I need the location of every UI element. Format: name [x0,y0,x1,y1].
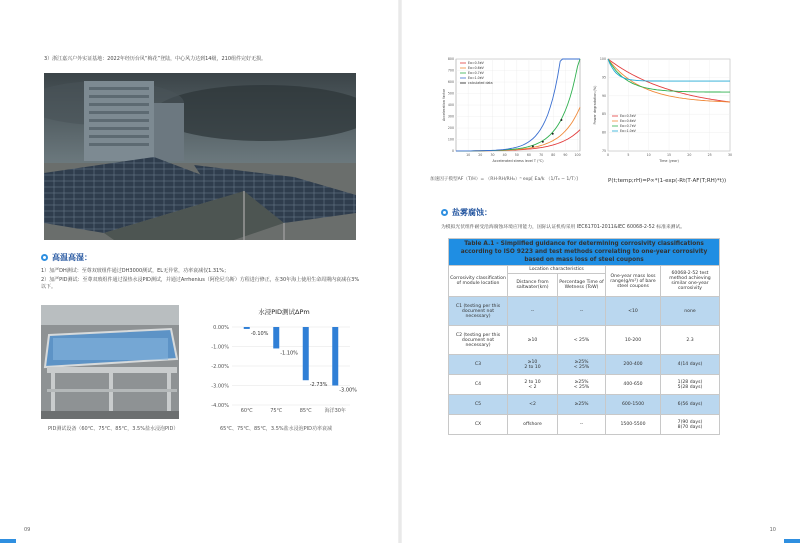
salt-spray-heading: 盐雾腐蚀： [441,207,492,218]
table-cell: 2.3 [661,326,720,355]
page-number-left: 09 [24,527,31,533]
table-body [449,297,720,435]
y-tick-label: -1.00% [211,344,229,351]
y-axis-label: Power degradation (%) [593,85,597,125]
bar [332,327,338,386]
pid-test-equipment-photo [41,305,179,419]
legend-label: Ea=0.6eV [620,119,636,123]
y-tick-label: -4.00% [211,403,229,409]
legend-label: Ea=1.0eV [620,129,636,133]
table-cell: 1500-5500 [606,415,661,435]
y-tick-label: 80 [601,130,606,135]
table-row [449,375,720,395]
table-cell: ≥25% < 25% [558,355,606,375]
footer-bar-left [0,539,16,543]
legend-label: Ea=0.6eV [468,66,484,70]
table-cell: none [661,297,720,326]
table-row [449,395,720,415]
data-label: -0.10% [250,330,269,337]
table-row [449,326,720,355]
x-axis-label: Accelerated stress level T (℃) [492,159,544,163]
high-temp-humidity-heading: 高温高湿： [41,252,92,263]
table-cell: 2 to 10 < 2 [508,375,558,395]
table-cell: C3 [449,355,508,375]
y-axis-label: Acceleration factor [442,88,446,122]
photo-caption: PID测试设备（60℃、75℃、85℃，3.5%盐水浸泡PID） [48,426,179,432]
footer-bar-right [784,539,800,543]
table-cell: C2 (testing per this document not necessary) [449,326,508,355]
y-tick-label: 600 [447,80,454,84]
section-bullet-icon [441,209,448,216]
pid-bar-chart [198,303,358,421]
header-location: Location characteristics [508,266,606,274]
y-tick-label: 700 [447,68,454,73]
calculated-point [532,145,534,147]
table-cell: ≥25% [558,395,606,415]
table-row [449,415,720,435]
x-tick-label: 15 [666,153,672,157]
table-cell: C5 [449,395,508,415]
header-test-method: 60068-2-52 test method achieving similar one-year corrosivity [661,266,720,297]
x-tick-label: 20 [478,153,483,157]
x-tick-label: 80 [551,153,556,157]
table-row [449,355,720,375]
table-cell: 400-650 [606,375,661,395]
page-number-right: 10 [769,527,776,533]
x-tick-label: 10 [646,153,651,157]
data-label: -1.10% [280,350,298,357]
table-cell: 1(28 days) 5(28 days) [661,375,720,395]
x-axis-label: Time (year) [659,159,679,163]
y-tick-label: 100 [447,137,454,142]
solar-field-photo [44,73,356,240]
x-tick-label: 30 [727,153,733,157]
table-cell: 4(14 days) [661,355,720,375]
x-tick-label: 60℃ [240,408,253,414]
legend-label: Ea=0.7eV [468,71,484,75]
legend-label: Ea=0.5eV [620,114,636,118]
data-label: -2.73% [309,382,328,389]
dh-test-text: 1）加严DH测试：至尊双玻组件通过DH3000测试，EL无异常，功率衰减仅1.31%； [41,268,229,274]
table-cell: CX [449,415,508,435]
y-tick-label: 85 [601,112,606,117]
pid-test-text: 2）加严PID测试：至尊双玻组件通过湿热水浸PID测试，并通过Arrhenius（阿伦尼乌斯）方程进行修正，在30年海上使用生命周期内衰减在3%以下。 [41,277,360,290]
x-tick-label: 20 [687,153,692,157]
section-bullet-icon [41,254,48,261]
data-label: -3.00% [339,387,357,394]
legend-label: Ea=0.7eV [620,124,636,128]
x-tick-label: 50 [514,153,519,157]
x-tick-label: 海洋30年 [324,408,346,414]
table-cell: < 25% [558,326,606,355]
y-tick-label: 75 [601,149,606,153]
table-cell: offshore [508,415,558,435]
legend-label: Ea=0.5eV [468,61,484,65]
acceleration-factor-chart [442,55,584,167]
x-tick-label: 5 [627,153,630,157]
x-tick-label: 0 [606,153,610,157]
table-cell: -- [508,297,558,326]
bar [303,327,309,380]
table-cell: 200-400 [606,355,661,375]
x-tick-label: 10 [466,153,471,157]
table-cell: ≥10 [508,326,558,355]
table-cell: <10 [606,297,661,326]
x-tick-label: 85℃ [299,408,312,414]
bar [244,327,250,329]
calculated-point [560,119,562,121]
header-mass-loss: One-year mass loss range(g/m²) of bare steel coupons [606,266,661,297]
page-gutter [398,0,402,543]
table-cell: 600-1500 [606,395,661,415]
table-cell: 6(56 days) [661,395,720,415]
af-formula: 加速因子模型AF（T/H）= （RH·RH/RH₀）ⁿ exp[ Ea/k （1/T₀ − 1/T）] [430,177,578,182]
y-tick-label: 800 [447,57,454,61]
y-tick-label: 400 [447,103,454,107]
table-cell: 10-200 [606,326,661,355]
header-tow: Percentage Time of Wetness (ToW) [558,274,606,297]
salt-spray-desc: 为模拟光伏组件耐受沿海腐蚀环境应用能力，国际认证机构采用 IEC61701-2011&IEC 60068-2-52 标准来测试。 [441,225,686,230]
x-tick-label: 100 [574,153,581,157]
legend-label: calculated data [468,81,493,85]
y-tick-label: 100 [599,57,606,61]
table-cell: C4 [449,375,508,395]
x-tick-label: 90 [563,153,568,157]
bar [273,327,279,348]
y-tick-label: -2.00% [211,364,229,370]
table-cell: -- [558,415,606,435]
x-tick-label: 30 [490,153,495,157]
header-classification: Corrosivity classification of module location [449,266,508,297]
table-cell: C1 (testing per this document not necessary) [449,297,508,326]
y-tick-label: 200 [447,126,454,130]
table-title: Table A.1 - Simplified guidance for determining corrosivity classifications according to ISO 9223 and test methods correlating to one-year corrosivity based on mass loss of steel coupons [449,239,720,266]
header-distance: Distance from saltwater(km) [508,274,558,297]
y-tick-label: -3.00% [211,383,229,390]
calculated-point [542,141,544,143]
x-tick-label: 25 [707,153,712,157]
table-cell: -- [558,297,606,326]
x-tick-label: 60 [526,153,531,157]
power-degradation-chart [592,55,734,167]
table-row [449,297,720,326]
x-tick-label: 40 [502,153,507,157]
table-cell: ≥25% < 25% [558,375,606,395]
x-tick-label: 70 [539,153,544,157]
calculated-point [552,133,554,135]
chart-caption: 65℃、75℃、85℃，3.5%盐水浸泡PID功率衰减 [220,426,332,432]
y-tick-label: 0.00% [213,325,229,331]
y-tick-label: 300 [447,114,454,119]
y-tick-label: 90 [601,93,606,98]
x-tick-label: 75℃ [270,408,283,414]
y-tick-label: 95 [601,75,606,80]
corrosivity-table [448,238,720,435]
table-cell: 7(90 days) 8(70 days) [661,415,720,435]
intro-text: 3）浙江嘉兴户外实证基地：2022年经历台风“梅花”登陆，中心风力达到14级，210组件完好无损。 [44,56,266,62]
power-formula: P(t;temp;rH)=P∞*(1-exp(-Rt(T·AF(T;RH)*t)) [608,178,727,184]
table-cell: <2 [508,395,558,415]
y-tick-label: 500 [447,91,454,96]
table-cell: ≥10 2 to 10 [508,355,558,375]
legend-label: Ea=1.0eV [468,76,484,80]
y-tick-label: 0 [451,149,454,153]
chart-title: 水浸PID测试ΔPm [258,308,310,316]
